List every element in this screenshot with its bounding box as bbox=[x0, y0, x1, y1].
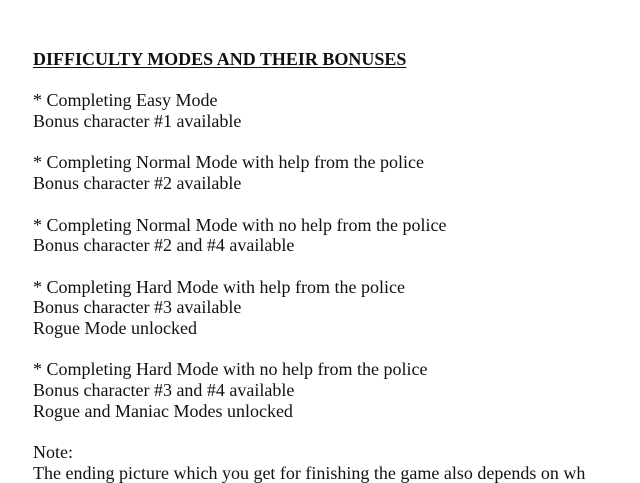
unlock-line: Rogue and Maniac Modes unlocked bbox=[33, 400, 293, 421]
bonus-line: Bonus character #2 and #4 available bbox=[33, 235, 295, 256]
section-easy-mode bbox=[33, 90, 640, 131]
note-text: The ending picture which you get for finishing the game also depends on wh bbox=[33, 462, 586, 483]
section-normal-mode-police-help bbox=[33, 152, 640, 193]
document-body bbox=[33, 49, 640, 483]
note-label: Note: bbox=[33, 442, 73, 463]
section-hard-mode-police-help bbox=[33, 277, 640, 339]
section-normal-mode-no-police-help bbox=[33, 215, 640, 256]
section-heading: * Completing Normal Mode with no help from the police bbox=[33, 214, 447, 235]
note-section bbox=[33, 442, 640, 483]
section-heading: * Completing Hard Mode with help from the police bbox=[33, 276, 405, 297]
unlock-line: Rogue Mode unlocked bbox=[33, 317, 197, 338]
section-hard-mode-no-police-help bbox=[33, 359, 640, 421]
section-heading: * Completing Normal Mode with help from the police bbox=[33, 152, 424, 173]
bonus-line: Bonus character #3 available bbox=[33, 297, 242, 318]
bonus-line: Bonus character #3 and #4 available bbox=[33, 380, 295, 401]
bonus-line: Bonus character #2 available bbox=[33, 173, 242, 194]
section-heading: * Completing Easy Mode bbox=[33, 90, 218, 111]
page-title: DIFFICULTY MODES AND THEIR BONUSES bbox=[33, 49, 407, 69]
bonus-line: Bonus character #1 available bbox=[33, 111, 242, 132]
section-heading: * Completing Hard Mode with no help from the police bbox=[33, 359, 428, 380]
